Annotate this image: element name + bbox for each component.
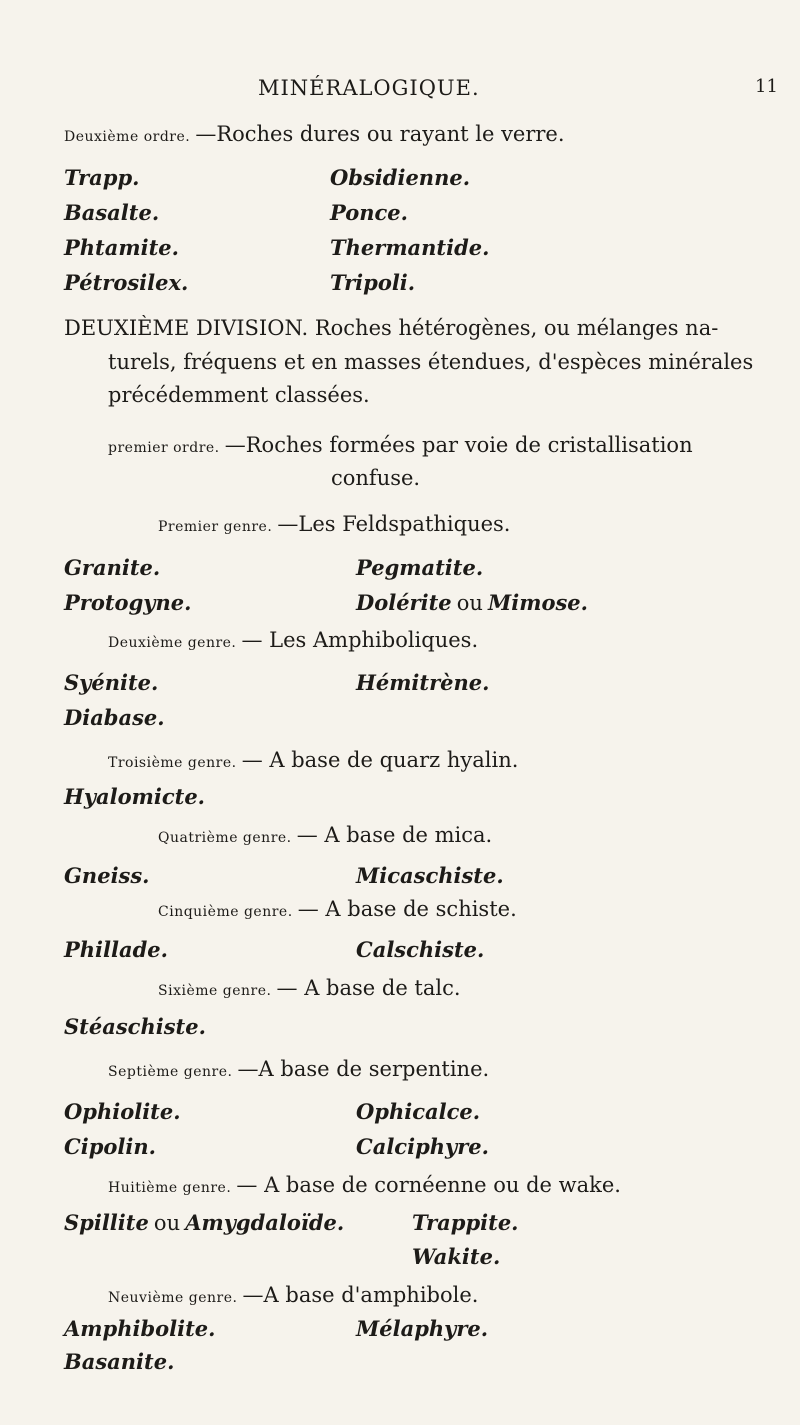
order-title-cont: confuse. bbox=[331, 466, 421, 490]
rock-name: Cipolin. bbox=[64, 1134, 156, 1159]
rock-name: Mélaphyre. bbox=[356, 1316, 489, 1341]
genre-heading: Sixième genre. — A base de talc. bbox=[158, 976, 461, 1000]
rock-name: Thermantide. bbox=[330, 235, 490, 260]
genre-heading: Premier genre. —Les Feldspathiques. bbox=[158, 512, 511, 536]
rock-name: Protogyne. bbox=[64, 590, 192, 615]
rock-name: Phillade. bbox=[64, 937, 168, 962]
order-label: Deuxième ordre. bbox=[64, 129, 191, 145]
rock-name: Micaschiste. bbox=[356, 863, 504, 888]
rock-name: Ponce. bbox=[330, 200, 408, 225]
rock-name: Gneiss. bbox=[64, 863, 150, 888]
rock-name: Amphibolite. bbox=[64, 1316, 216, 1341]
paragraph-line: turels, fréquens et en masses étendues, d'espèces minérales bbox=[108, 350, 754, 374]
rock-name: Syénite. bbox=[64, 670, 159, 695]
rock-name: Calschiste. bbox=[356, 937, 485, 962]
rock-name: Obsidienne. bbox=[330, 165, 471, 190]
rock-name: Trappite. bbox=[412, 1210, 519, 1235]
order-label: premier ordre. bbox=[108, 440, 220, 456]
rock-name: Basanite. bbox=[64, 1349, 175, 1374]
genre-heading: Cinquième genre. — A base de schiste. bbox=[158, 897, 517, 921]
section-heading bbox=[64, 122, 565, 146]
order-title: —Roches dures ou rayant le verre. bbox=[195, 122, 565, 146]
rock-name: Ophiolite. bbox=[64, 1099, 181, 1124]
rock-name: Pétrosilex. bbox=[64, 270, 189, 295]
rock-name: Ophicalce. bbox=[356, 1099, 481, 1124]
rock-name-pair: Dolérite ou Mimose. bbox=[356, 590, 588, 615]
rock-name: Trapp. bbox=[64, 165, 140, 190]
genre-heading: Septième genre. —A base de serpentine. bbox=[108, 1057, 490, 1081]
rock-name: Hyalomicte. bbox=[64, 784, 205, 809]
division-paragraph: DEUXIÈME DIVISION. Roches hétérogènes, ou mélanges na- bbox=[64, 316, 719, 340]
rock-name: Tripoli. bbox=[330, 270, 416, 295]
rock-name: Hémitrène. bbox=[356, 670, 490, 695]
rock-name: Wakite. bbox=[412, 1244, 501, 1269]
genre-heading: Neuvième genre. —A base d'amphibole. bbox=[108, 1283, 479, 1307]
rock-name: Pegmatite. bbox=[356, 555, 484, 580]
genre-heading: Troisième genre. — A base de quarz hyalin. bbox=[108, 748, 519, 772]
section-heading bbox=[108, 433, 693, 457]
rock-name: Phtamite. bbox=[64, 235, 179, 260]
rock-name: Stéaschiste. bbox=[64, 1014, 206, 1039]
rock-name: Calciphyre. bbox=[356, 1134, 489, 1159]
genre-heading: Quatrième genre. — A base de mica. bbox=[158, 823, 493, 847]
genre-heading: Huitième genre. — A base de cornéenne ou de wake. bbox=[108, 1173, 621, 1197]
paragraph-line: précédemment classées. bbox=[108, 383, 370, 407]
rock-name: Diabase. bbox=[64, 705, 165, 730]
genre-heading: Deuxième genre. — Les Amphiboliques. bbox=[108, 628, 479, 652]
order-title: —Roches formées par voie de cristallisation bbox=[224, 433, 693, 457]
rock-name-pair: Spillite ou Amygdaloïde. bbox=[64, 1210, 345, 1235]
division-label: DEUXIÈME DIVISION. bbox=[64, 316, 309, 340]
running-title: MINÉRALOGIQUE. bbox=[258, 76, 480, 100]
rock-name: Granite. bbox=[64, 555, 161, 580]
page-number: 11 bbox=[755, 76, 778, 97]
rock-name: Basalte. bbox=[64, 200, 160, 225]
